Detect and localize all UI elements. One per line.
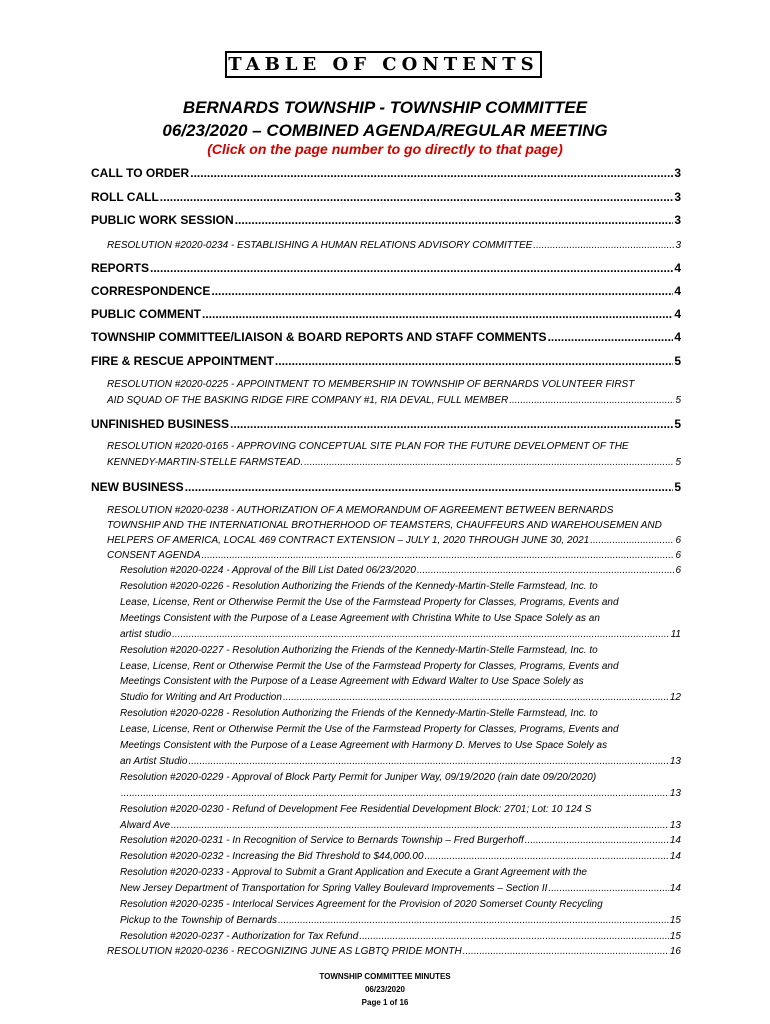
entry-title: PUBLIC WORK SESSION [91, 213, 234, 227]
entry-title: Resolution #2020-0224 - Approval of the Bill List Dated 06/23/2020 [120, 565, 416, 576]
page-number-link[interactable]: 6 [675, 565, 681, 576]
toc-entry-resolution-0231[interactable] [120, 835, 681, 846]
entry-title: HELPERS OF AMERICA, LOCAL 469 CONTRACT EXTENSION – JULY 1, 2020 THROUGH JUNE 30, 2021 [107, 535, 590, 546]
entry-title: Alward Ave [120, 820, 171, 831]
document-title: BERNARDS TOWNSHIP - TOWNSHIP COMMITTEE [182, 98, 588, 117]
page-number-link[interactable]: 4 [674, 307, 681, 321]
entry-title-line: Resolution #2020-0229 - Approval of Block Party Permit for Juniper Way, 09/19/2020 (rain date 09/20/2020) [120, 772, 597, 783]
toc-entry-roll-call[interactable] [91, 190, 681, 204]
page-number-link[interactable]: 5 [675, 457, 681, 468]
page-number-link[interactable]: 14 [669, 851, 681, 862]
toc-entry-correspondence[interactable] [91, 284, 681, 298]
entry-title-line: Resolution #2020-0233 - Approval to Submit a Grant Application and Execute a Grant Agreement with the [120, 867, 587, 878]
page-number-link[interactable]: 4 [674, 261, 681, 275]
entry-title-line: Resolution #2020-0230 - Refund of Development Fee Residential Development Block: 2701; Lot: 10 124 S [120, 804, 592, 815]
toc-entry-resolution-0227[interactable] [120, 692, 681, 703]
entry-title: REPORTS [91, 261, 150, 275]
page-number-link[interactable]: 13 [669, 756, 681, 767]
toc-entry-resolution-0225[interactable] [107, 395, 681, 406]
page-number-link[interactable]: 12 [669, 692, 681, 703]
entry-title-line: TOWNSHIP AND THE INTERNATIONAL BROTHERHOOD OF TEAMSTERS, CHAUFFEURS AND WAREHOUSEMEN AND [107, 520, 662, 531]
page-number-link[interactable]: 15 [669, 915, 681, 926]
entry-title: UNFINISHED BUSINESS [91, 417, 230, 431]
entry-title: CORRESPONDENCE [91, 284, 211, 298]
entry-title: PUBLIC COMMENT [91, 307, 201, 321]
page-number-link[interactable]: 6 [675, 535, 681, 546]
toc-entry-resolution-0224[interactable] [120, 565, 681, 576]
toc-entry-resolution-0236[interactable] [107, 946, 681, 957]
page-number-link[interactable]: 3 [674, 190, 681, 204]
instruction-note: (Click on the page number to go directly to that page) [207, 141, 563, 157]
page-number-link[interactable]: 13 [669, 820, 681, 831]
toc-entry-unfinished-business[interactable] [91, 417, 681, 431]
page-number-link[interactable]: 14 [669, 883, 681, 894]
entry-title: Resolution #2020-0237 - Authorization for Tax Refund [120, 931, 359, 942]
entry-title: Resolution #2020-0231 - In Recognition of Service to Bernards Township – Fred Burgerhoff [120, 835, 524, 846]
entry-title: RESOLUTION #2020-0234 - ESTABLISHING A HUMAN RELATIONS ADVISORY COMMITTEE [107, 240, 533, 251]
entry-title: Resolution #2020-0232 - Increasing the Bid Threshold to $44,000.00 [120, 851, 424, 862]
toc-entry-resolution-0165[interactable] [107, 457, 681, 468]
toc-title: TABLE OF CONTENTS [228, 54, 539, 75]
toc-entry-call-to-order[interactable] [91, 166, 681, 180]
toc-entry-new-business[interactable] [91, 480, 681, 494]
page-number-link[interactable]: 13 [669, 788, 681, 799]
toc-entry-resolution-0233[interactable] [120, 883, 681, 894]
toc-entry-resolution-0232[interactable] [120, 851, 681, 862]
page-number-link[interactable]: 5 [674, 417, 681, 431]
toc-entry-resolution-0226[interactable] [120, 629, 681, 640]
entry-title: Studio for Writing and Art Production [120, 692, 282, 703]
entry-title: FIRE & RESCUE APPOINTMENT [91, 354, 274, 368]
entry-title: TOWNSHIP COMMITTEE/LIAISON & BOARD REPORTS AND STAFF COMMENTS [91, 330, 547, 344]
toc-entry-public-comment[interactable] [91, 307, 681, 321]
toc-entry-resolution-0235[interactable] [120, 915, 681, 926]
footer-date: 06/23/2020 [364, 985, 406, 994]
toc-entry-consent-agenda[interactable] [107, 550, 681, 561]
page-number-link[interactable]: 5 [675, 395, 681, 406]
entry-title-line: RESOLUTION #2020-0165 - APPROVING CONCEPTUAL SITE PLAN FOR THE FUTURE DEVELOPMENT OF THE [107, 441, 629, 452]
page-number-link[interactable]: 5 [674, 480, 681, 494]
entry-title-line: Resolution #2020-0227 - Resolution Authorizing the Friends of the Kennedy-Martin-Stelle Farmstead, Inc. to [120, 645, 598, 656]
entry-title: artist studio [120, 629, 172, 640]
entry-title: ROLL CALL [91, 190, 159, 204]
toc-entry-reports[interactable] [91, 261, 681, 275]
entry-title-line: Meetings Consistent with the Purpose of a Lease Agreement with Christina White to Use Space Solely as an [120, 613, 600, 624]
page-number-link[interactable]: 16 [669, 946, 681, 957]
entry-title-line: RESOLUTION #2020-0225 - APPOINTMENT TO MEMBERSHIP IN TOWNSHIP OF BERNARDS VOLUNTEER FIRST [107, 379, 635, 390]
toc-entry-resolution-0229[interactable] [120, 788, 681, 799]
page-number-link[interactable]: 14 [669, 835, 681, 846]
entry-title: Pickup to the Township of Bernards [120, 915, 277, 926]
page-number-link[interactable]: 4 [674, 330, 681, 344]
entry-title-line: Resolution #2020-0226 - Resolution Authorizing the Friends of the Kennedy-Martin-Stelle Farmstead, Inc. to [120, 581, 598, 592]
entry-title: an Artist Studio [120, 756, 188, 767]
entry-title-line: Resolution #2020-0235 - Interlocal Services Agreement for the Provision of 2020 Somerset County Recycling [120, 899, 603, 910]
entry-title: CONSENT AGENDA [107, 550, 201, 561]
toc-entry-resolution-0230[interactable] [120, 820, 681, 831]
page-number-link[interactable]: 11 [670, 629, 681, 640]
toc-entry-public-work-session[interactable] [91, 213, 681, 227]
entry-title: KENNEDY-MARTIN-STELLE FARMSTEAD. [107, 457, 304, 468]
entry-title: NEW BUSINESS [91, 480, 184, 494]
entry-title-line: Meetings Consistent with the Purpose of a Lease Agreement with Harmony D. Merves to Use Space Solely as [120, 740, 608, 751]
toc-title-box [225, 51, 542, 78]
page-number-link[interactable]: 4 [674, 284, 681, 298]
page-number-link[interactable]: 6 [675, 550, 681, 561]
page-number-link[interactable]: 15 [669, 931, 681, 942]
meeting-subtitle: 06/23/2020 – COMBINED AGENDA/REGULAR MEETING [162, 121, 608, 140]
page-number-link[interactable]: 3 [675, 240, 681, 251]
entry-title-line: Lease, License, Rent or Otherwise Permit the Use of the Farmstead Property for Classes, Programs, Events and [120, 661, 619, 672]
toc-entry-resolution-0237[interactable] [120, 931, 681, 942]
entry-title-line: Meetings Consistent with the Purpose of a Lease Agreement with Edward Walter to Use Space Solely as [120, 676, 584, 687]
entry-title-line: Lease, License, Rent or Otherwise Permit the Use of the Farmstead Property for Classes, Programs, Events and [120, 597, 619, 608]
toc-entry-resolution-0234[interactable] [107, 240, 681, 251]
entry-title: New Jersey Department of Transportation for Spring Valley Boulevard Improvements – Section II [120, 883, 548, 894]
toc-entry-committee-reports[interactable] [91, 330, 681, 344]
footer-title: TOWNSHIP COMMITTEE MINUTES [319, 972, 451, 981]
entry-title: CALL TO ORDER [91, 166, 190, 180]
page-number-link[interactable]: 3 [674, 166, 681, 180]
entry-title-line: Resolution #2020-0228 - Resolution Authorizing the Friends of the Kennedy-Martin-Stelle Farmstead, Inc. to [120, 708, 598, 719]
entry-title-line: Lease, License, Rent or Otherwise Permit the Use of the Farmstead Property for Classes, Programs, Events and [120, 724, 619, 735]
toc-entry-fire-rescue[interactable] [91, 354, 681, 368]
footer-page-number: Page 1 of 16 [361, 998, 409, 1007]
page-number-link[interactable]: 3 [674, 213, 681, 227]
entry-title-line: RESOLUTION #2020-0238 - AUTHORIZATION OF A MEMORANDUM OF AGREEMENT BETWEEN BERNARDS [107, 505, 614, 516]
toc-entry-resolution-0228[interactable] [120, 756, 681, 767]
entry-title: AID SQUAD OF THE BASKING RIDGE FIRE COMPANY #1, RIA DEVAL, FULL MEMBER [107, 395, 509, 406]
entry-title: RESOLUTION #2020-0236 - RECOGNIZING JUNE AS LGBTQ PRIDE MONTH [107, 946, 462, 957]
toc-entry-resolution-0238[interactable] [107, 535, 681, 546]
page-number-link[interactable]: 5 [674, 354, 681, 368]
